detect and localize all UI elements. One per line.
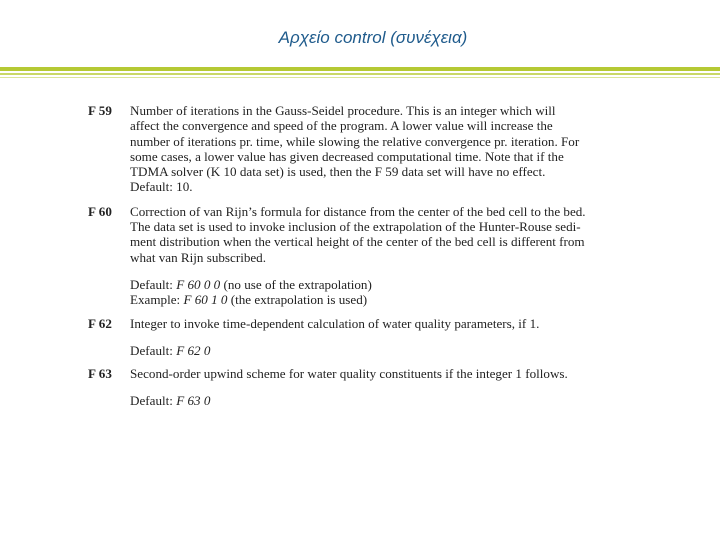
default-label: Default: xyxy=(130,393,173,409)
default-line xyxy=(130,277,628,292)
entry-code: F 59 xyxy=(88,103,112,118)
entry-description xyxy=(130,103,628,195)
entry-code: F 60 xyxy=(88,203,112,219)
control-entries xyxy=(88,103,628,418)
example-label: Example: xyxy=(130,292,181,308)
example-note: (the extrapolation is used) xyxy=(230,292,368,308)
entry-description xyxy=(130,204,628,308)
description-line: what van Rijn subscribed. xyxy=(130,249,267,265)
entry-code: F 63 xyxy=(88,366,112,382)
title-rule-primary xyxy=(0,67,720,71)
spacer xyxy=(130,265,628,277)
example-line xyxy=(130,292,628,307)
entry-description xyxy=(130,366,628,409)
entry-f59 xyxy=(88,103,628,195)
default-note: (no use of the extrapolation) xyxy=(223,276,372,292)
entry-f60 xyxy=(88,204,628,308)
entry-f63 xyxy=(88,366,628,409)
title-rule-secondary xyxy=(0,73,720,75)
description-line: affect the convergence and speed of the program. A lower value will increase the xyxy=(130,118,553,134)
entry-description xyxy=(130,316,628,359)
example-command: F 60 1 0 xyxy=(183,292,228,308)
description-line: Number of iterations in the Gauss-Seidel procedure. This is an integer which will xyxy=(130,103,556,118)
default-line: Default: 10. xyxy=(130,179,193,195)
description-line: Correction of van Rijn’s formula for distance from the center of the bed cell to the bed. xyxy=(130,203,586,219)
default-line xyxy=(130,393,628,408)
default-command: F 60 0 0 xyxy=(176,276,221,292)
description-line: Integer to invoke time-dependent calculation of water quality parameters, if 1. xyxy=(130,315,540,331)
default-command: F 62 0 xyxy=(176,342,211,358)
description-line: some cases, a lower value has given decreased computational time. Note that if the xyxy=(130,148,564,164)
spacer xyxy=(130,381,628,393)
description-line: ment distribution when the vertical height of the center of the bed cell is different from xyxy=(130,234,585,250)
description-line: The data set is used to invoke inclusion of the extrapolation of the Hunter-Rouse sedi- xyxy=(130,219,581,235)
entry-code: F 62 xyxy=(88,315,112,331)
description-line: TDMA solver (K 10 data set) is used, then the F 59 data set will have no effect. xyxy=(130,164,546,180)
entry-f62 xyxy=(88,316,628,359)
description-line: Second-order upwind scheme for water quality constituents if the integer 1 follows. xyxy=(130,366,568,382)
spacer xyxy=(130,331,628,343)
description-line: number of iterations pr. time, while slowing the relative convergence pr. iteration. For xyxy=(130,133,580,149)
default-label: Default: xyxy=(130,342,173,358)
default-line xyxy=(130,343,628,358)
title-rule-tertiary xyxy=(0,77,720,78)
slide-title: Αρχείο control (συνέχεια) xyxy=(278,28,468,47)
default-label: Default: xyxy=(130,276,173,292)
default-command: F 63 0 xyxy=(176,393,211,409)
